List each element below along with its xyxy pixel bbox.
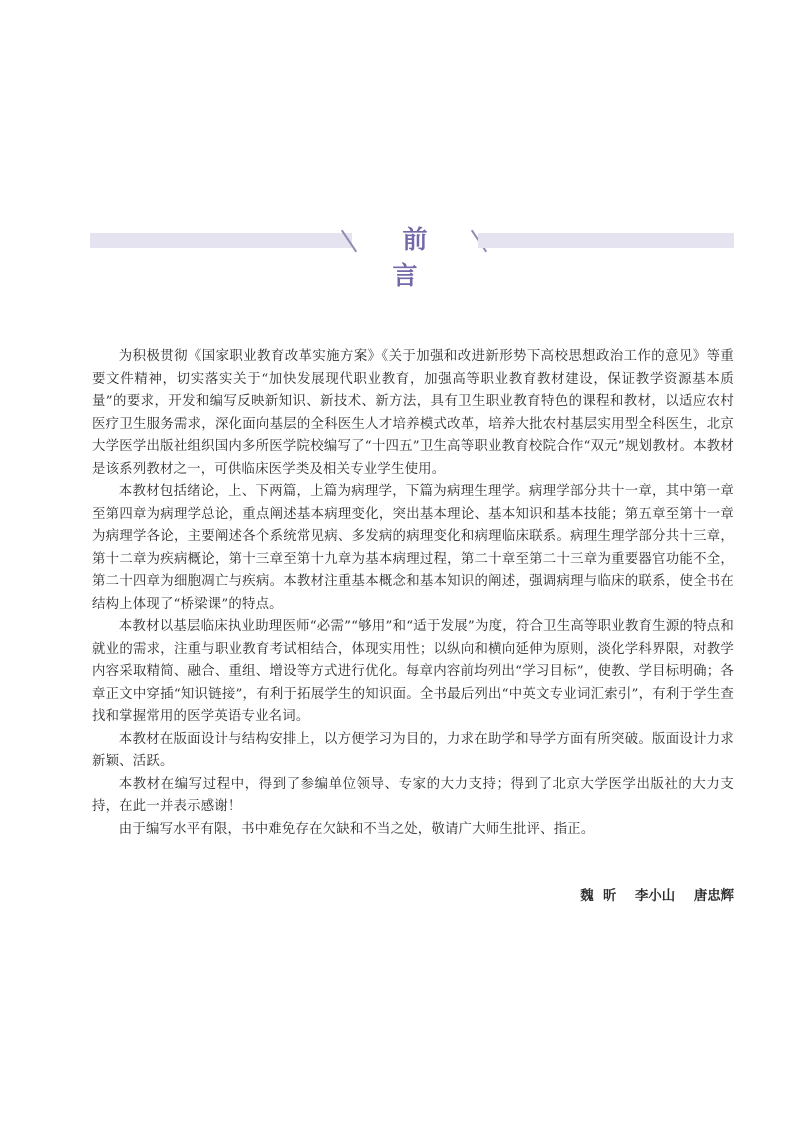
title-band — [0, 222, 800, 290]
page-title: 前 言 — [392, 225, 448, 290]
preface-paragraph-1: 为积极贯彻《国家职业教育改革实施方案》《关于加强和改进新形势下高校思想政治工作的意见》等重要文件精神，切实落实关于“加快发展现代职业教育，加强高等职业教育教材建设，保证教学资源基本质量”的要求，开发和编写反映新知识、新技术、新方法，具有卫生职业教育特色的课程和教材，以适应农村医疗卫生服务需求，深化面向基层的全科医生人才培养模式改革，培养大批农村基层实用型全科医生，北京大学医学出版社组织国内多所医学院校编写了“十四五”卫生高等职业教育校院合作“双元”规划教材。本教材是该系列教材之一，可供临床医学类及相关专业学生使用。 — [92, 349, 734, 477]
preface-paragraph-2: 本教材包括绪论，上、下两篇，上篇为病理学，下篇为病理生理学。病理学部分共十一章，其中第一章至第四章为病理学总论，重点阐述基本病理变化，突出基本理论、基本知识和基本技能；第五章至第十一章为病理学各论，主要阐述各个系统常见病、多发病的病理变化和病理临床联系。病理生理学部分共十三章，第十二章为疾病概论，第十三章至第十九章为基本病理过程，第二十章至第二十三章为重要器官功能不全，第二十四章为细胞凋亡与疾病。本教材注重基本概念和基本知识的阐述，强调病理与临床的联系，使全书在结构上体现了“桥梁课”的特点。 — [92, 484, 734, 612]
preface-paragraph-6: 由于编写水平有限，书中难免存在欠缺和不当之处，敬请广大师生批评、指正。 — [118, 821, 595, 837]
preface-paragraph-3: 本教材以基层临床执业助理医师“必需”“够用”和“适于发展”为度，符合卫生高等职业教育生源的特点和就业的需求，注重与职业教育考试相结合，体现实用性；以纵向和横向延伸为原则，淡化学科界限，对教学内容采取精简、融合、重组、增设等方式进行优化。每章内容前均列出“学习目标”，使教、学目标明确；各章正文中穿插“知识链接”，有利于拓展学生的知识面。全书最后列出“中英文专业词汇索引”，有利于学生查找和掌握常用的医学英语专业名词。 — [92, 619, 734, 724]
author-signature: 魏 昕 李小山 唐忠辉 — [580, 889, 734, 904]
preface-paragraph-4: 本教材在版面设计与结构安排上，以方便学习为目的，力求在助学和导学方面有所突破。版面设计力求新颖、活跃。 — [92, 731, 734, 769]
preface-body — [92, 346, 734, 841]
title-band-right-bar — [478, 233, 734, 248]
preface-paragraph-5: 本教材在编写过程中，得到了参编单位领导、专家的大力支持；得到了北京大学医学出版社的大力支持，在此一并表示感谢！ — [92, 776, 734, 814]
title-band-left-bar — [90, 233, 352, 248]
